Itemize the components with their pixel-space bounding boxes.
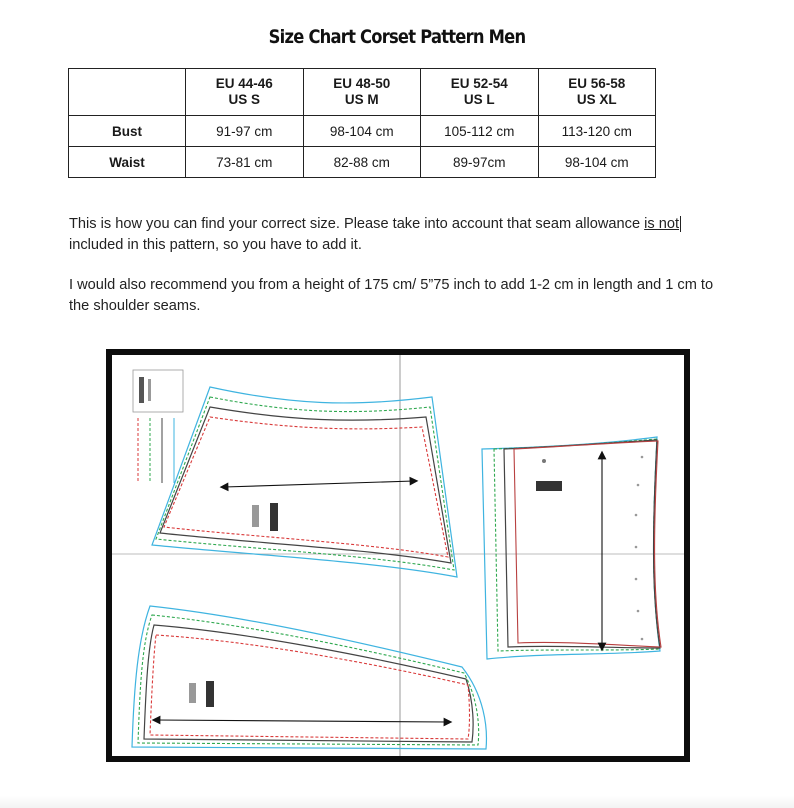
- table-cell: 98-104 cm: [538, 147, 656, 178]
- table-cell: 89-97cm: [421, 147, 539, 178]
- row-label: Waist: [69, 147, 186, 178]
- page-title: Size Chart Corset Pattern Men: [268, 26, 526, 48]
- pattern-pieces-drawing: [112, 355, 684, 756]
- seam-allowance-note: This is how you can find your correct size. Please take into account that seam allowance is not included in this pattern, so you have to add it.: [69, 216, 680, 253]
- size-chart-table: [68, 68, 656, 178]
- emphasis-text: is not: [644, 216, 680, 232]
- table-row-waist: [69, 147, 656, 178]
- row-label: Bust: [69, 116, 186, 147]
- table-cell: 105-112 cm: [421, 116, 539, 147]
- table-cell: 91-97 cm: [186, 116, 304, 147]
- page-bottom-edge: [0, 796, 794, 808]
- table-cell: 113-120 cm: [538, 116, 656, 147]
- size-header-cell: EU 48-50 US M: [303, 69, 421, 116]
- size-chart-corner-cell: [69, 69, 186, 116]
- size-header-cell: EU 56-58 US XL: [538, 69, 656, 116]
- table-cell: 73-81 cm: [186, 147, 304, 178]
- table-cell: 98-104 cm: [303, 116, 421, 147]
- table-cell: 82-88 cm: [303, 147, 421, 178]
- size-header-cell: EU 52-54 US L: [421, 69, 539, 116]
- pattern-piece-c: [482, 437, 661, 659]
- pattern-layout-figure: [106, 349, 690, 762]
- pattern-piece-a: [132, 606, 486, 749]
- table-row-bust: [69, 116, 656, 147]
- pattern-legend: [133, 370, 183, 483]
- size-chart-header-row: [69, 69, 656, 116]
- height-recommendation-note: I would also recommend you from a height of 175 cm/ 5”75 inch to add 1-2 cm in length and 1 cm to the shoulder seams.: [69, 277, 714, 314]
- size-header-cell: EU 44-46 US S: [186, 69, 304, 116]
- pattern-piece-b: [152, 387, 457, 577]
